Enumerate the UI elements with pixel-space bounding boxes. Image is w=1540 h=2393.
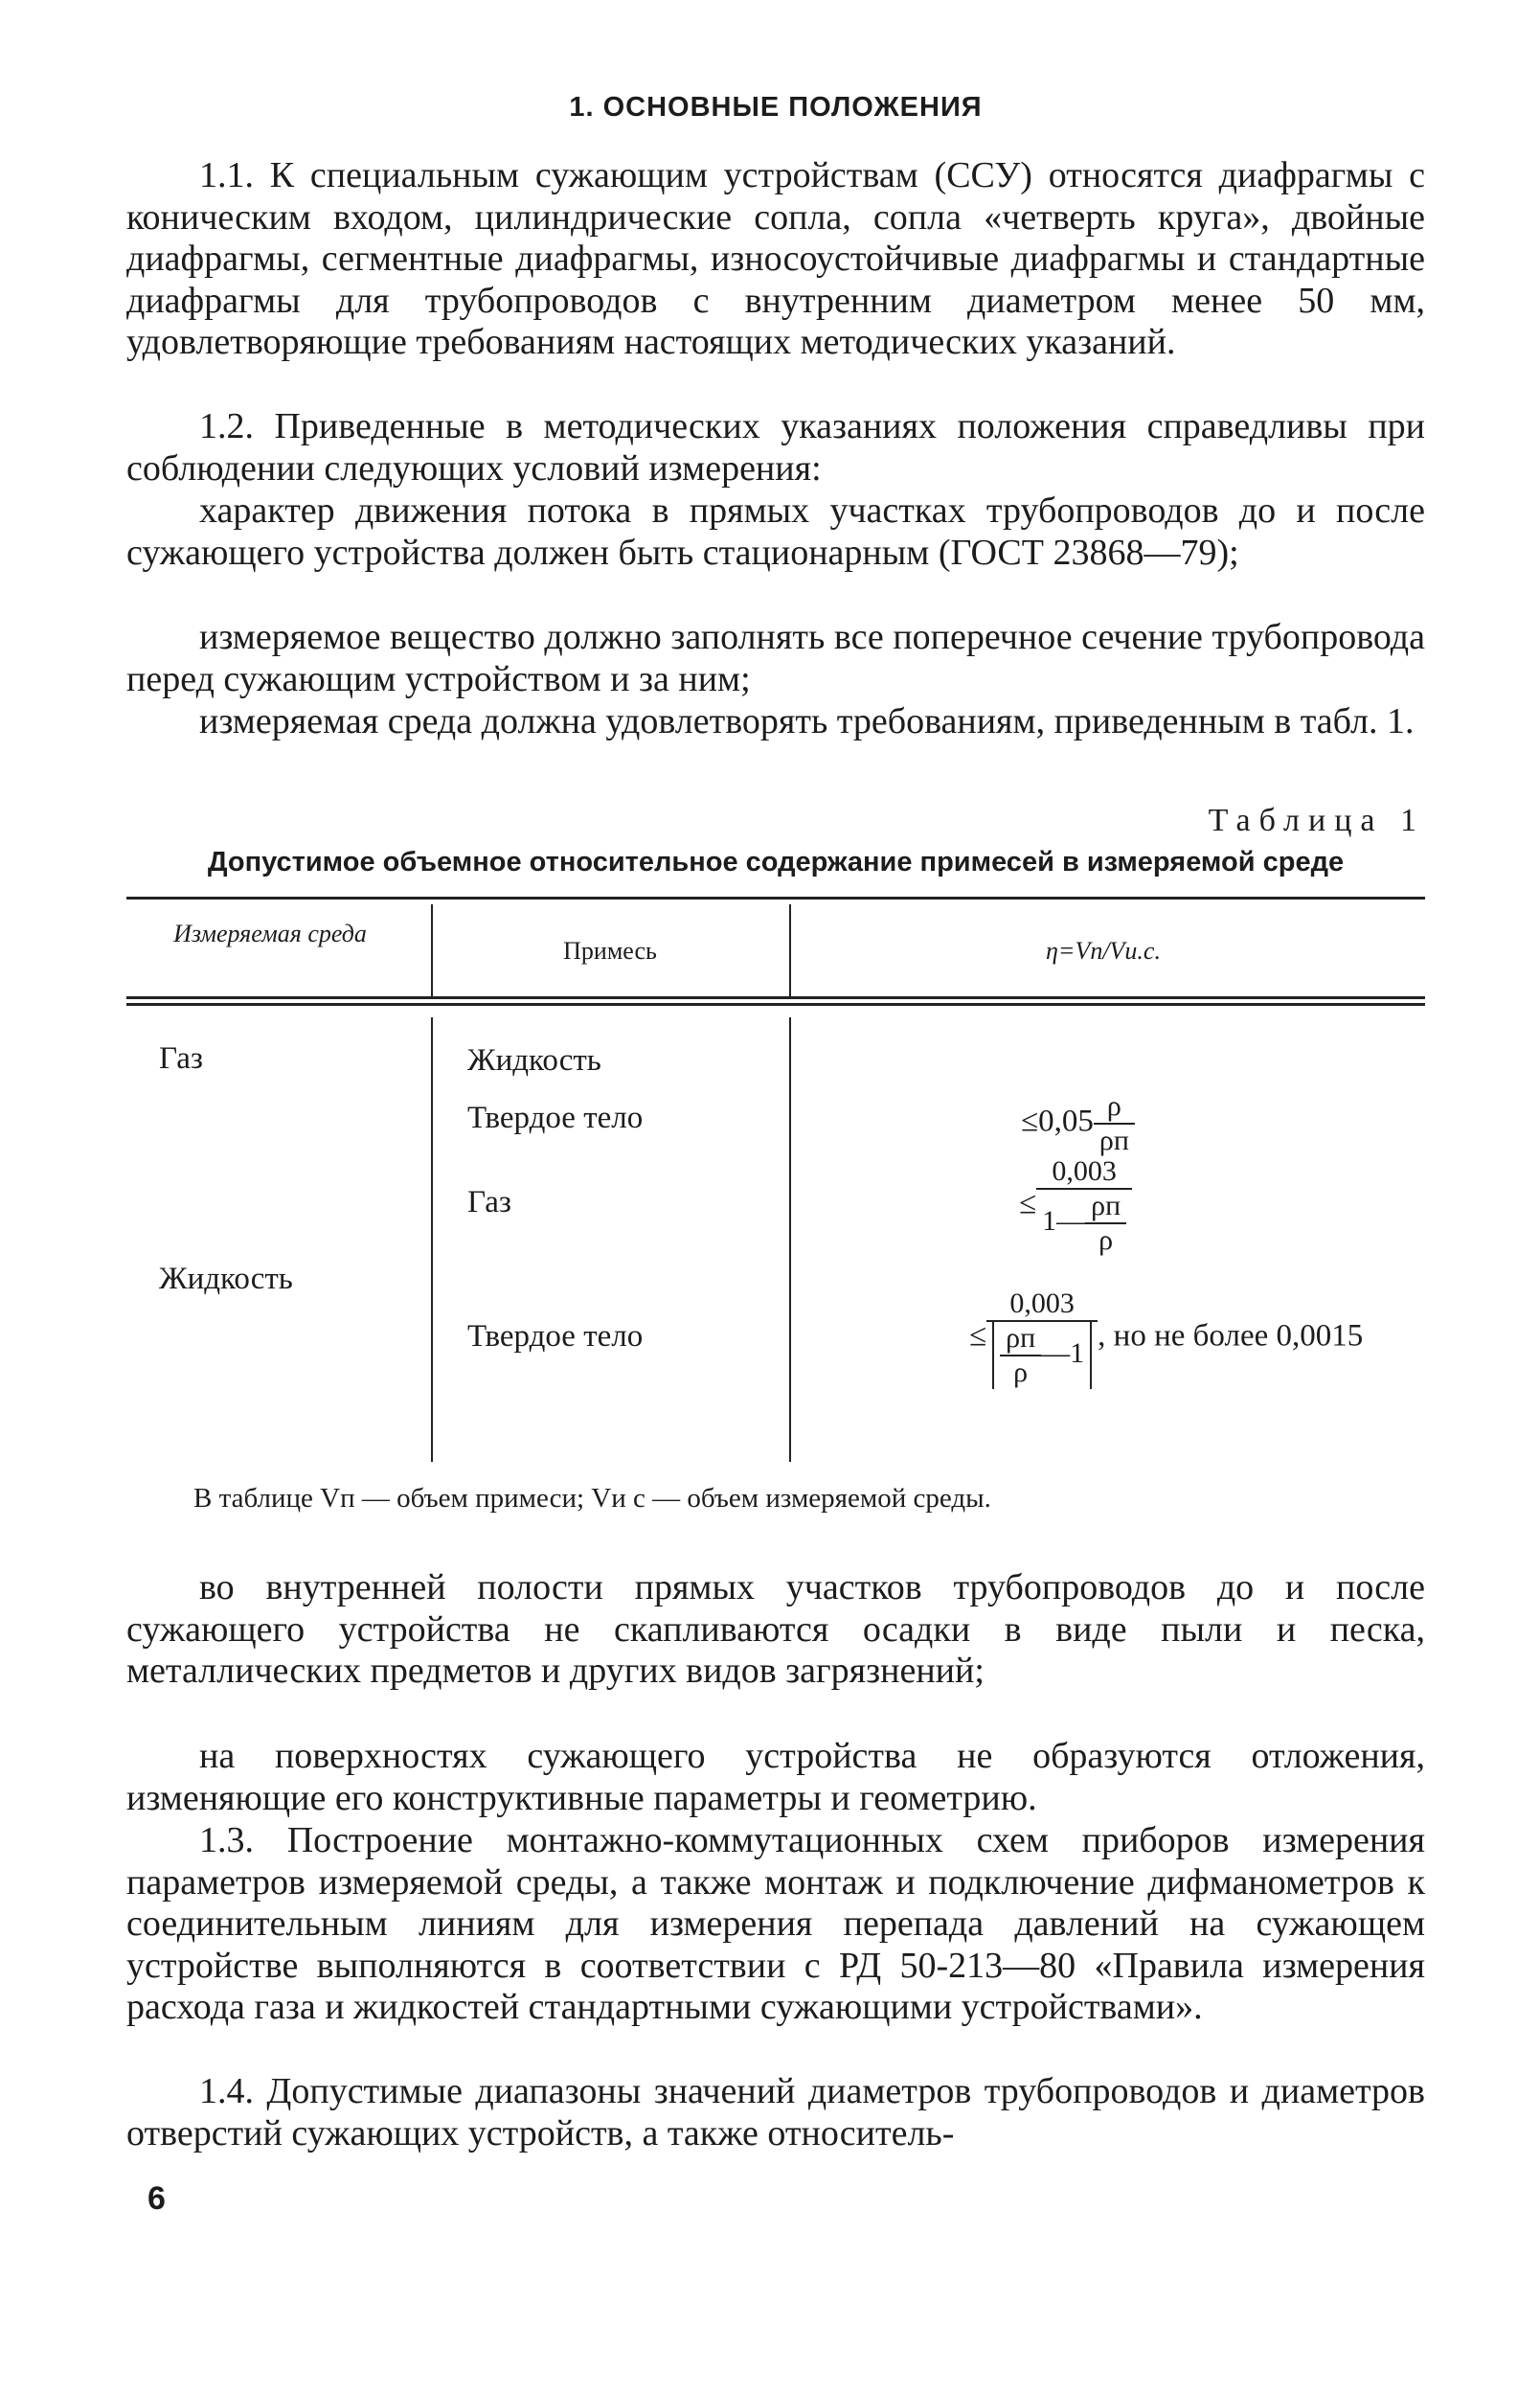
formula-2-den-prefix: 1— <box>1042 1204 1086 1237</box>
formula-2-den-num: ρп <box>1085 1190 1126 1224</box>
cell-liquid: Жидкость <box>159 1262 293 1296</box>
paragraph-1-1: 1.1. К специальным сужающим устройствам (ССУ) относятся диафрагмы с коническим входом, цилиндрические сопла, сопла «четверть круга», двойные диафрагмы, сегментные диафрагмы, износоустойчивые диафрагмы и стандартные диафрагмы для трубопроводов с внутренним диаметром менее 50 мм, удовлетворяющие требованиям настоящих методических указаний. <box>126 155 1425 363</box>
table-title: Допустимое объемное относительное содержание примесей в измеряемой среде <box>207 847 1345 877</box>
table-col-divider-1 <box>431 904 433 996</box>
cell-liquid-solid: Твердое тело <box>467 1319 644 1354</box>
formula-3-suffix: , но не более 0,0015 <box>1098 1318 1364 1354</box>
header-medium: Измеряемая среда <box>173 920 367 947</box>
condition-fill: измеряемое вещество должно заполнять все поперечное сечение трубопровода перед сужающим устройством и за ним; <box>126 617 1425 699</box>
formula-2-prefix: ≤ <box>1019 1186 1037 1221</box>
formula-3-den-num: ρп <box>1000 1322 1041 1356</box>
cell-liquid-gas: Газ <box>467 1185 511 1219</box>
formula-3-fraction <box>986 1288 1098 1389</box>
formula-1-den: ρп <box>1098 1125 1129 1156</box>
formula-2-den-fraction <box>1085 1190 1126 1257</box>
formula-3-abs <box>992 1322 1092 1389</box>
page-number: 6 <box>147 2180 166 2217</box>
cell-gas-liquid: Жидкость <box>467 1043 601 1078</box>
formula-3-den-suffix: —1 <box>1041 1336 1085 1369</box>
formula-1-fraction <box>1094 1090 1135 1157</box>
formula-3-num: 0,003 <box>986 1288 1098 1322</box>
formula-1-prefix: ≤0,05 <box>1021 1104 1094 1139</box>
condition-deposits: во внутренней полости прямых участков трубопроводов до и после сужающего устройства не скапливаются осадки в виде пыли и песка, металлических предметов и других видов загрязнений; <box>126 1567 1425 1692</box>
table-col-divider-2 <box>789 904 791 996</box>
formula-3-den <box>986 1322 1098 1389</box>
formula-2-den-den: ρ <box>1098 1224 1114 1256</box>
formula-3-prefix: ≤ <box>969 1318 987 1354</box>
formula-liquid-solid <box>969 1288 1363 1389</box>
condition-surface: на поверхностях сужающего устройства не образуются отложения, изменяющие его конструктивные параметры и геометрию. <box>126 1736 1425 1818</box>
table-col-divider-3 <box>431 1017 433 1462</box>
header-eta: η=Vп/Vи.с. <box>1046 937 1161 965</box>
formula-3-den-fraction <box>1000 1322 1041 1389</box>
paragraph-1-4: 1.4. Допустимые диапазоны значений диаметров трубопроводов и диаметров отверстий сужающих устройств, а также относитель- <box>126 2071 1425 2154</box>
table-header-rule-1 <box>126 996 1425 999</box>
condition-medium: измеряемая среда должна удовлетворять требованиям, приведенным в табл. 1. <box>199 701 1415 741</box>
cell-gas: Газ <box>159 1041 203 1076</box>
header-impurity: Примесь <box>563 937 657 965</box>
paragraph-1-3: 1.3. Построение монтажно-коммутационных схем приборов измерения параметров измеряемой среды, а также монтаж и подключение дифманометров к соединительным линиям для измерения перепада давлений на сужающем устройстве выполняются в соответствии с РД 50-213—80 «Правила измерения расхода газа и жидкостей стандартными сужающими устройствами». <box>126 1820 1425 2028</box>
formula-2-fraction <box>1036 1155 1132 1257</box>
formula-1-num: ρ <box>1094 1090 1135 1125</box>
formula-3-den-den: ρ <box>1013 1356 1029 1388</box>
section-heading: 1. ОСНОВНЫЕ ПОЛОЖЕНИЯ <box>569 92 983 123</box>
formula-2-den <box>1036 1190 1132 1257</box>
formula-2-num: 0,003 <box>1036 1155 1132 1190</box>
condition-flow: характер движения потока в прямых участках трубопроводов до и после сужающего устройства должен быть стационарным (ГОСТ 23868—79); <box>126 490 1425 573</box>
formula-gas-solid <box>1021 1090 1135 1157</box>
table-col-divider-4 <box>789 1017 791 1462</box>
cell-gas-solid: Твердое тело <box>467 1101 644 1135</box>
table-note: В таблице Vп — объем примеси; Vи с — объем измеряемой среды. <box>193 1483 991 1514</box>
table-label: Таблица 1 <box>1208 803 1425 838</box>
table-top-rule <box>126 897 1425 900</box>
formula-liquid-gas <box>1019 1155 1132 1257</box>
paragraph-1-2: 1.2. Приведенные в методических указаниях положения справедливы при соблюдении следующих условий измерения: <box>126 406 1425 489</box>
table-header-rule-2 <box>126 1003 1425 1006</box>
